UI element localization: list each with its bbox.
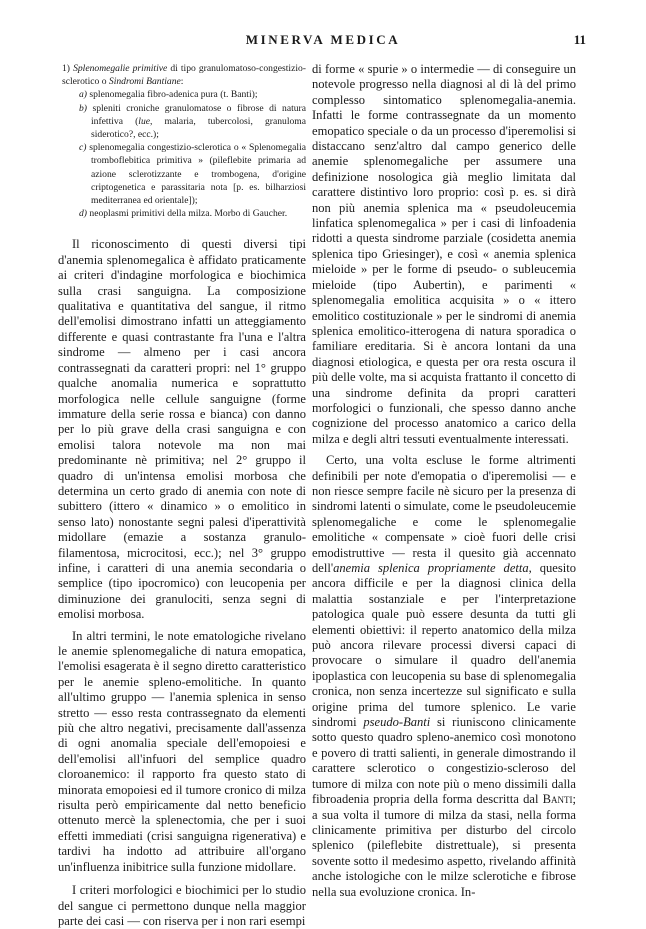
note-text-end: , malaria, tubercolosi, granuloma siderotico?, ecc.); (91, 115, 307, 141)
note-text: splenomegalia fibro-adenica pura (t. Banti); (89, 89, 258, 101)
left-paragraph-2: In altri termini, le note ematologiche rivelano le anemie splenomegaliche di natura emopatica, l'emolisi esagerata è il segno diretto caratteristico per le anemie spleno-emolitiche. In quanto all'ultimo gruppo — l'anemia splenica in senso stretto — esso resta contrassegnato da elementi più che altro negativi, precisamente dall'assenza di ogni anomalia speciale dell'emopoiesi e dell'emolisi all'infuori del semplice quadro cloroanemico: il rapporto fra questo stato di minorata emopoiesi ed il tumore cronico di milza risulta però empiricamente dal netto beneficio ottenuto mercè la splenectomia, che per i suoi effetti immediati (crisi sanguigna rigenerativa) e tardivi ha indotto ad attribuire all'organo un'influenza inibitrice sulla funzione midollare. (58, 628, 306, 874)
right-paragraph-2-text-c: si riuniscono clinicamente sotto questo quadro spleno-anemico così monotono e povero di tratti salienti, in generale dimostrando il carattere sclerotico o congestizio-scleroso del tumore di milza con note più o meno dissimili dalla fibroadenia propria della forma descritta dal (312, 715, 576, 807)
note-label: c) (79, 142, 87, 154)
note-item-b (79, 102, 306, 142)
right-paragraph-2-italic-2: pseudo-Banti (363, 715, 431, 730)
notes-heading (62, 62, 306, 88)
note-label: d) (79, 208, 87, 220)
notes-heading-number: 1) (62, 63, 70, 74)
note-text-italic: lue (138, 115, 151, 127)
note-text: splenomegalia congestizio-sclerotica o « Splenomegalia tromboflebitica primitiva » (pileflebite primaria ad azione sclerotizzante e trombogena, d'origine criptogenetica e parassitaria nota [p. es. bilharziosi mediterranea ed orientale]); (89, 142, 306, 207)
notes-heading-title: Splenomegalie primitive (73, 63, 168, 74)
running-head (60, 32, 586, 50)
note-text-start: spleniti croniche granulomatose o fibrose di natura infettiva ( (91, 102, 306, 127)
notes-heading-italic: Sindromi Bantiane (108, 76, 181, 88)
note-label: b) (79, 102, 87, 114)
right-column (312, 62, 576, 900)
right-paragraph-2-text-b: , quesito ancora difficile e per la diagnosi clinica della malattia sostanziale e per l'interpretazione patologica quale può essere desunta da tutti gli elementi obiettivi: il reperto anatomico della milza può ancora rilevare processi diversi capaci di provocare o simulare il quadro dell'anemia ipoplastica con leucopenia su base di splenomegalia cronica, non senza incertezze sul significato e sulla origine prima del tumore splenico. Le varie sindromi (312, 561, 576, 730)
note-text: neoplasmi primitivi della milza. Morbo di Gaucher. (89, 208, 288, 220)
note-item-c (79, 141, 306, 207)
right-paragraph-2-italic: anemia splenica propriamente detta (333, 561, 529, 575)
classification-notes (62, 62, 306, 220)
notes-heading-text: di tipo granulomatoso-congestizio-sclerotico o (62, 63, 306, 88)
note-item-a (79, 88, 306, 101)
right-paragraph-1: di forme « spurie » o intermedie — di conseguire un notevole progresso nella diagnosi al di là del primo complesso sintomatico splenomegalia-anemia. Infatti le forme contrassegnate da un momento emopatico speciale o da un processo d'iperemolisi si distaccano senz'altro dal campo generico delle anemie splenomegaliche per assumere una definizione nosologica già meglio limitata dal carattere distintivo loro proprio: così p. es. si dirà non più anemia splenica ma « pseudoleucemia linfatica splenomegalica » per i casi di linfoadenia ridotti a questa sindrome parziale (cosidetta anemia splenica tipo Griesinger), e così « anemia splenica mieloide » per le forme di pseudo- o subleucemia mieloide (tipo Aubertin), e parimenti « splenomegalia emolitica acquisita » o « ittero emolitico costituzionale » per le sindromi di anemia splenica emolitico-itterogena di natura sporadica o familiare ereditaria. Si è ancora lontani da una diagnosi etiologica, e questa per ora resta oscura il più delle volte, ma si acquista frattanto il concetto di una sindrome definita da propri caratteri morfologici o funzionali, che spesso danno anche cognizione del processo anatomico a carico della milza e degli altri tessuti eventualmente interessati. (312, 62, 576, 446)
left-paragraph-3: I criteri morfologici e biochimici per lo studio del sangue ci permettono dunque nella maggior parte dei casi — con riserva per i non rari esempi (58, 883, 306, 928)
left-column (58, 62, 306, 929)
right-paragraph-2-text-a: Certo, una volta escluse le forme altrimenti definibili per note d'emopatia o d'iperemolisi — e non riesce sempre facile nè sicuro per la presenza di sindromi latenti o simulate, come le pseudoleucemie splenomegaliche e come le splenomegalie emolitiche « compensate » cioè fuori delle crisi emodistruttive — resta il quesito già accennato dell' (312, 453, 576, 575)
page-number: 11 (573, 32, 586, 47)
notes-heading-end: : (180, 76, 184, 88)
right-paragraph-2-author: Banti (542, 792, 573, 807)
note-label: a) (79, 89, 87, 101)
running-title: MINERVA MEDICA (245, 32, 401, 47)
left-paragraph-1: Il riconoscimento di questi diversi tipi d'anemia splenomegalica è affidato praticamente ai criteri d'indagine morfologica e biochimica sulla crasi sanguigna. La composizione qualitativa e quantitativa del sangue, il ritmo dell'emolisi dimostrano infatti un atteggiamento differente e quasi contrastante fra l'una e l'altra sindrome — almeno per i casi ancora contrassegnati da caratteri propri: nel 1° gruppo qualche anomalia numerica e soprattutto morfologica nelle cellule sanguigne (forme immature della serie rossa e bianca) con danno per lo più grave della crasi sanguigna e con emolisi talora notevole ma non mai predominante nè primitiva; nel 2° gruppo il quadro di un'intensa emolisi morbosa che determina un certo grado di anemia con note di subittero (ittero « dinamico » o emolitico in senso lato) nonostante segni palesi d'iperattività midollare (emazie a sostanza granulo-filamentosa, microcitosi, ecc.); nel 3° gruppo infine, i caratteri di una anemia secondaria o semplice (tipo ipocromico) con leucopenia per diminuzione dei granulociti, senza segni di emolisi morbosa. (58, 237, 306, 622)
right-paragraph-2 (312, 453, 576, 900)
note-item-d (79, 207, 306, 220)
right-paragraph-2-text-d: ; a sua volta il tumore di milza da stasi, nella forma clinicamente primitiva per disturbo del circolo splenico (pileflebite distrettuale), si presenta sovente sotto il medesimo aspetto, rivelando affinità anche istologiche con le milze sclerotiche e fibrose nella sua evoluzione cronica. In- (312, 792, 576, 899)
